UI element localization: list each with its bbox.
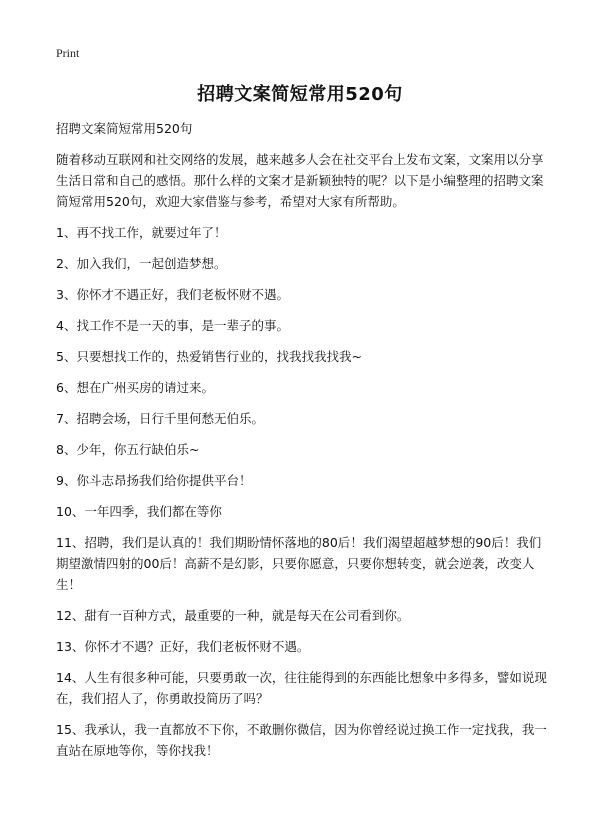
list-item: 10、一年四季，我们都在等你: [56, 504, 222, 519]
document-subtitle: 招聘文案简短常用520句: [56, 121, 193, 136]
print-label: Print: [56, 46, 80, 60]
list-item: 13、你怀才不遇？正好，我们老板怀财不遇。: [56, 639, 310, 654]
page-title: 招聘文案简短常用520句: [197, 84, 403, 105]
list-item: 8、少年，你五行缺伯乐~: [56, 442, 200, 457]
list-item: 4、找工作不是一天的事，是一辈子的事。: [56, 318, 289, 333]
list-item: 5、只要想找工作的，热爱销售行业的，找我找我找我~: [56, 349, 362, 364]
intro-paragraph: 随着移动互联网和社交网络的发展，越来越多人会在社交平台上发布文案，文案用以分享生活日常和自己的感悟。那什么样的文案才是新颖独特的呢？以下是小编整理的招聘文案简短常用520句，欢迎大家借鉴与参考，希望对大家有所帮助。: [56, 152, 544, 209]
list-item: 15、我承认，我一直都放不下你，不敢删你微信，因为你曾经说过换工作一定找我，我一直站在原地等你，等你找我！: [56, 722, 547, 758]
list-item: 9、你斗志昂扬我们给你提供平台！: [56, 473, 252, 488]
list-item: 6、想在广州买房的请过来。: [56, 380, 214, 395]
list-item: 3、你怀才不遇正好，我们老板怀财不遇。: [56, 287, 289, 302]
document-body: [56, 118, 550, 771]
list-item: 2、加入我们，一起创造梦想。: [56, 256, 227, 271]
list-item: 11、招聘，我们是认真的！我们期盼情怀落地的80后！我们渴望超越梦想的90后！我们期望激情四射的00后！高薪不是幻影，只要你愿意，只要你想转变，就会逆袭，改变人生！: [56, 535, 542, 592]
list-item: 14、人生有很多种可能，只要勇敢一次，往往能得到的东西能比想象中多得多，譬如说现在，我们招人了，你勇敢投简历了吗？: [56, 670, 547, 706]
list-item: 1、再不找工作，就要过年了！: [56, 225, 227, 240]
list-item: 7、招聘会场，日行千里何愁无伯乐。: [56, 411, 264, 426]
list-item: 12、甜有一百种方式，最重要的一种，就是每天在公司看到你。: [56, 608, 410, 623]
